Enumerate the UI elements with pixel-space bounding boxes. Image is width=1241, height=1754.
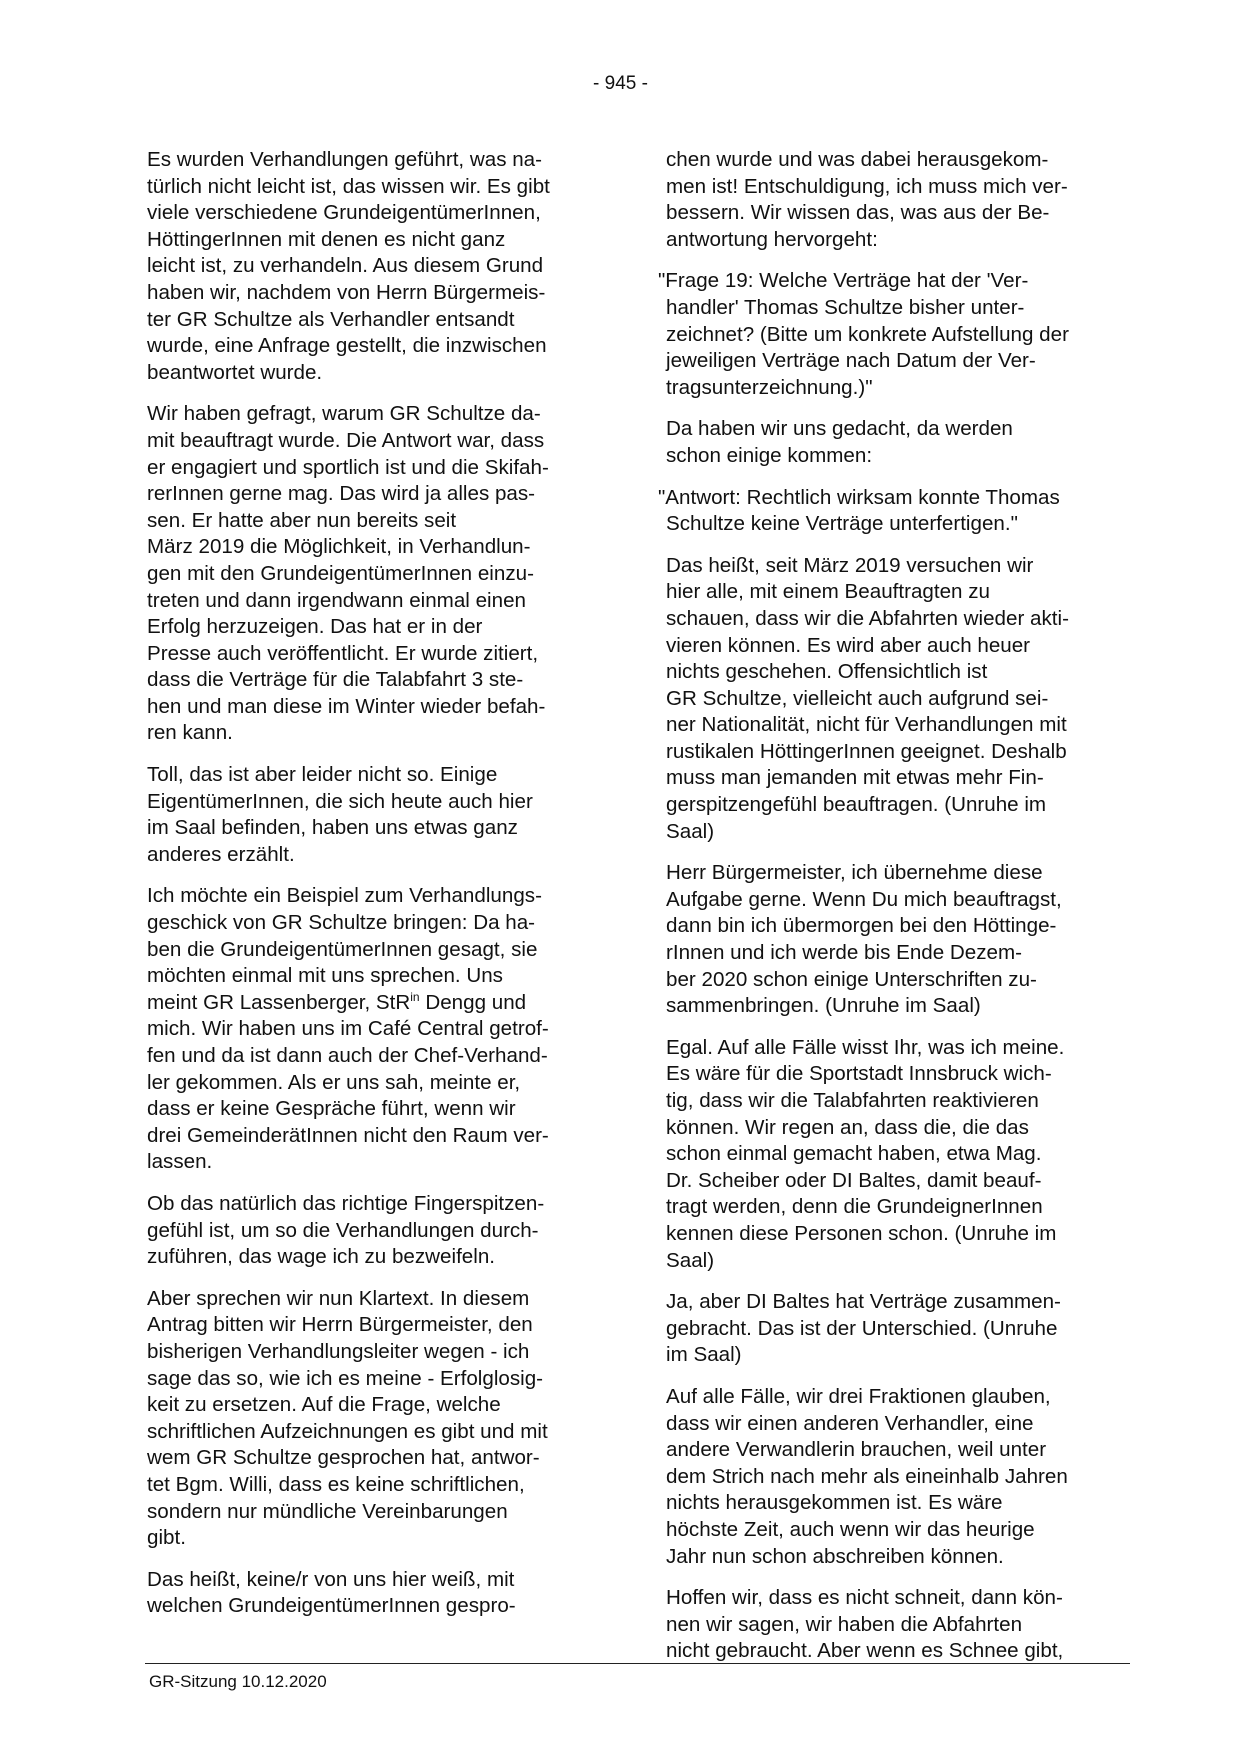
text-line: möchten einmal mit uns sprechen. Uns: [147, 964, 503, 988]
text-line: Aufgabe gerne. Wenn Du mich beauftragst,: [666, 887, 1062, 911]
paragraph: [666, 553, 1126, 846]
text-line: Egal. Auf alle Fälle wisst Ihr, was ich meine.: [666, 1035, 1065, 1059]
text-line: Ob das natürlich das richtige Fingerspitzen-: [147, 1191, 545, 1215]
text-line: chen wurde und was dabei herausgekom-: [666, 148, 1049, 171]
paragraph: [666, 1585, 1126, 1665]
text-line: lassen.: [147, 1150, 213, 1174]
text-line: welchen GrundeigentümerInnen gespro-: [147, 1594, 516, 1618]
text-line: ner Nationalität, nicht für Verhandlungen mit: [666, 713, 1067, 737]
text-line: nichts herausgekommen ist. Es wäre: [666, 1491, 1003, 1515]
text-line: handler' Thomas Schultze bisher unter-: [666, 295, 1025, 319]
text-line: wem GR Schultze gesprochen hat, antwor-: [147, 1446, 540, 1470]
text-line: gen mit den GrundeigentümerInnen einzu-: [147, 561, 534, 585]
text-line: gerspitzengefühl beauftragen. (Unruhe im: [666, 793, 1047, 817]
footer-session-label: GR-Sitzung 10.12.2020: [149, 1672, 327, 1691]
text-line: Erfolg herzuzeigen. Das hat er in der: [147, 615, 483, 639]
text-line: dass er keine Gespräche führt, wenn wir: [147, 1097, 516, 1121]
text-line: tragsunterzeichnung.)": [666, 375, 873, 399]
footer-divider: [145, 1663, 1130, 1664]
text-line: schon einige kommen:: [666, 443, 873, 467]
text-line: er engagiert und sportlich ist und die Skifah-: [147, 455, 549, 479]
text-line: EigentümerInnen, die sich heute auch hier: [147, 789, 533, 813]
text-line: sen. Er hatte aber nun bereits seit: [147, 508, 457, 532]
text-line: gebracht. Das ist der Unterschied. (Unruhe: [666, 1316, 1058, 1340]
text-fragment: meint GR Lassenberger, StR: [147, 990, 411, 1014]
text-line: rerInnen gerne mag. Das wird ja alles pas-: [147, 482, 536, 506]
paragraph: [666, 1384, 1126, 1570]
text-line: viele verschiedene GrundeigentümerInnen,: [147, 201, 541, 225]
text-line: men ist! Entschuldigung, ich muss mich ver-: [666, 174, 1068, 198]
paragraph: [147, 147, 599, 386]
paragraph: [147, 762, 599, 868]
text-line: treten und dann irgendwann einmal einen: [147, 588, 526, 612]
text-line: Saal): [666, 1248, 715, 1272]
paragraph: [147, 1191, 599, 1271]
text-line: Hoffen wir, dass es nicht schneit, dann kön-: [666, 1586, 1063, 1610]
text-line: Es wäre für die Sportstadt Innsbruck wich-: [666, 1062, 1052, 1086]
text-line: muss man jemanden mit etwas mehr Fin-: [666, 766, 1044, 790]
text-line: "Frage 19: Welche Verträge hat der 'Ver-: [658, 269, 1029, 293]
text-line: rustikalen HöttingerInnen geeignet. Deshalb: [666, 739, 1067, 763]
text-line: fen und da ist dann auch der Chef-Verhand-: [147, 1044, 548, 1067]
text-line: mit beauftragt wurde. Die Antwort war, dass: [147, 428, 545, 452]
text-line: Dr. Scheiber oder DI Baltes, damit beauf-: [666, 1168, 1042, 1192]
text-line: tragt werden, denn die GrundeignerInnen: [666, 1195, 1043, 1219]
text-line: Presse auch veröffentlicht. Er wurde zitiert,: [147, 641, 539, 665]
paragraph: [147, 401, 599, 747]
text-line: Es wurden Verhandlungen geführt, was na-: [147, 148, 542, 171]
text-line: können. Wir regen an, dass die, die das: [666, 1115, 1029, 1139]
text-line: dass wir einen anderen Verhandler, eine: [666, 1411, 1034, 1435]
text-line: März 2019 die Möglichkeit, in Verhandlun-: [147, 535, 531, 559]
paragraph: [666, 416, 1126, 469]
paragraph: [666, 1035, 1126, 1274]
text-fragment: Dengg und: [419, 990, 527, 1014]
text-line: Wir haben gefragt, warum GR Schultze da-: [147, 402, 541, 426]
text-line: drei GemeinderätInnen nicht den Raum ver-: [147, 1123, 549, 1147]
text-line: Das heißt, seit März 2019 versuchen wir: [666, 553, 1034, 577]
text-line: Aber sprechen wir nun Klartext. In diesem: [147, 1286, 530, 1310]
paragraph: [666, 147, 1126, 253]
superscript: in: [410, 989, 420, 1004]
text-line: vieren können. Es wird aber auch heuer: [666, 633, 1031, 657]
text-line: türlich nicht leicht ist, das wissen wir. Es gibt: [147, 174, 550, 198]
text-line: rInnen und ich werde bis Ende Dezem-: [666, 941, 1023, 965]
quote-paragraph: [658, 268, 1126, 401]
text-line: nen wir sagen, wir haben die Abfahrten: [666, 1612, 1023, 1636]
text-line: GR Schultze, vielleicht auch aufgrund sei-: [666, 686, 1049, 710]
text-line: beantwortet wurde.: [147, 360, 323, 384]
text-line: Das heißt, keine/r von uns hier weiß, mit: [147, 1567, 515, 1591]
text-line: anderes erzählt.: [147, 842, 295, 866]
paragraph: [147, 883, 599, 1176]
page-number: - 945 -: [593, 73, 648, 94]
text-line: Ich möchte ein Beispiel zum Verhandlungs-: [147, 884, 542, 908]
text-line: leicht ist, zu verhandeln. Aus diesem Grund: [147, 254, 544, 278]
text-line: höchste Zeit, auch wenn wir das heurige: [666, 1517, 1035, 1541]
text-line: HöttingerInnen mit denen es nicht ganz: [147, 227, 506, 251]
text-line: gibt.: [147, 1526, 186, 1550]
text-line: haben wir, nachdem von Herrn Bürgermeis-: [147, 280, 546, 304]
text-line: hen und man diese im Winter wieder befah-: [147, 694, 546, 718]
text-line: Herr Bürgermeister, ich übernehme diese: [666, 861, 1043, 885]
text-line: ber 2020 schon einige Unterschriften zu-: [666, 967, 1037, 991]
text-line: Antrag bitten wir Herrn Bürgermeister, den: [147, 1313, 533, 1337]
text-line: geschick von GR Schultze bringen: Da ha-: [147, 911, 536, 935]
text-line: nichts geschehen. Offensichtlich ist: [666, 660, 988, 684]
text-line: antwortung hervorgeht:: [666, 227, 878, 251]
text-line: im Saal befinden, haben uns etwas ganz: [147, 816, 518, 840]
text-line: keit zu ersetzen. Auf die Frage, welche: [147, 1393, 501, 1417]
text-line: Saal): [666, 819, 715, 843]
text-line: tig, dass wir die Talabfahrten reaktivieren: [666, 1089, 1039, 1112]
text-line: ter GR Schultze als Verhandler entsandt: [147, 307, 515, 331]
text-line: ler gekommen. Als er uns sah, meinte er,: [147, 1070, 521, 1094]
text-line: zuführen, das wage ich zu bezweifeln.: [147, 1245, 496, 1269]
text-line: Da haben wir uns gedacht, da werden: [666, 417, 1013, 441]
right-column: [658, 147, 1126, 1680]
text-line: hier alle, mit einem Beauftragten zu: [666, 580, 990, 604]
paragraph: [147, 1286, 599, 1552]
text-line: andere Verwandlerin brauchen, weil unter: [666, 1438, 1047, 1462]
text-line: sondern nur mündliche Vereinbarungen: [147, 1499, 508, 1523]
text-line: ben die GrundeigentümerInnen gesagt, sie: [147, 937, 538, 961]
text-line: bisherigen Verhandlungsleiter wegen - ich: [147, 1339, 530, 1363]
quote-paragraph: [658, 485, 1126, 538]
text-line: schriftlichen Aufzeichnungen es gibt und mit: [147, 1419, 548, 1443]
text-line: dann bin ich übermorgen bei den Höttinge-: [666, 914, 1057, 938]
text-line: dass die Verträge für die Talabfahrt 3 ste-: [147, 668, 524, 692]
paragraph: [147, 1567, 599, 1620]
text-line: mich. Wir haben uns im Café Central getrof-: [147, 1017, 549, 1041]
text-line: Toll, das ist aber leider nicht so. Einige: [147, 763, 498, 787]
text-line: schauen, dass wir die Abfahrten wieder akti-: [666, 606, 1069, 630]
text-line: im Saal): [666, 1343, 742, 1367]
text-line: wurde, eine Anfrage gestellt, die inzwischen: [147, 334, 547, 358]
text-line: Schultze keine Verträge unterfertigen.": [666, 512, 1018, 536]
text-line: sage das so, wie ich es meine - Erfolglosig-: [147, 1366, 544, 1390]
text-line: gefühl ist, um so die Verhandlungen durch-: [147, 1218, 539, 1242]
text-line: "Antwort: Rechtlich wirksam konnte Thomas: [658, 485, 1060, 509]
text-line: dem Strich nach mehr als eineinhalb Jahren: [666, 1464, 1068, 1488]
text-line: zeichnet? (Bitte um konkrete Aufstellung der: [666, 322, 1069, 346]
left-column: [147, 147, 599, 1635]
text-line: schon einmal gemacht haben, etwa Mag.: [666, 1142, 1042, 1166]
text-line: ren kann.: [147, 721, 233, 745]
text-line: Ja, aber DI Baltes hat Verträge zusammen-: [666, 1290, 1061, 1314]
text-line: kennen diese Personen schon. (Unruhe im: [666, 1221, 1057, 1245]
paragraph: [666, 1289, 1126, 1369]
text-line: nicht gebraucht. Aber wenn es Schnee gibt,: [666, 1639, 1064, 1663]
text-line-with-superscript: [147, 990, 599, 1017]
text-line: tet Bgm. Willi, dass es keine schriftlichen,: [147, 1472, 525, 1496]
text-line: sammenbringen. (Unruhe im Saal): [666, 994, 981, 1018]
text-line: Jahr nun schon abschreiben können.: [666, 1544, 1004, 1568]
text-line: bessern. Wir wissen das, was aus der Be-: [666, 201, 1050, 225]
paragraph: [666, 860, 1126, 1020]
text-line: Auf alle Fälle, wir drei Fraktionen glauben,: [666, 1384, 1051, 1408]
text-line: jeweiligen Verträge nach Datum der Ver-: [666, 349, 1036, 373]
